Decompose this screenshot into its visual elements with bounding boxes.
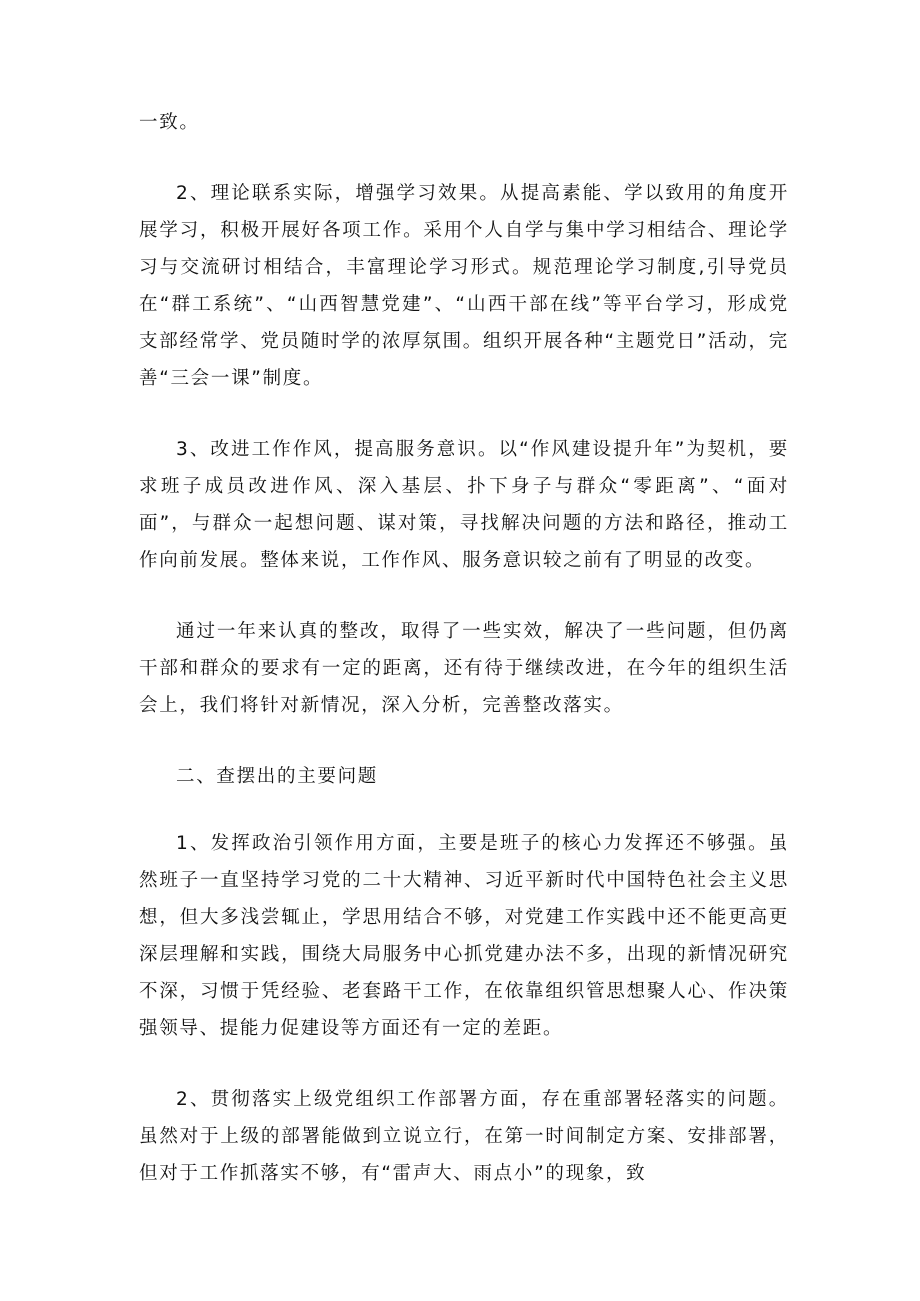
paragraph-rectification-summary: 通过一年来认真的整改，取得了一些实效，解决了一些问题，但仍离干部和群众的要求有一定的距离，还有待于继续改进，在今年的组织生活会上，我们将针对新情况，深入分析，完善整改落实。 [139, 621, 789, 716]
paragraph-theory-practice: 2、理论联系实际，增强学习效果。从提高素能、学以致用的角度开展学习，积极开展好各项工作。采用个人自学与集中学习相结合、理论学习与交流研讨相结合，丰富理论学习形式。规范理论学习制度,引导党员在“群工系统”、“山西智慧党建”、“山西干部在线”等平台学习，形成党支部经常学、党员随时学的浓厚氛围。组织开展各种“主题党日”活动，完善“三会一课”制度。 [139, 183, 789, 389]
section-heading-main-problems: 二、查摆出的主要问题 [176, 766, 379, 787]
paragraph-work-style: 3、改进工作作风，提高服务意识。以“作风建设提升年”为契机，要求班子成员改进作风、深入基层、扑下身子与群众“零距离”、“面对面”，与群众一起想问题、谋对策，寻找解决问题的方法和路径，推动工作向前发展。整体来说，工作作风、服务意识较之前有了明显的改变。 [139, 439, 789, 571]
paragraph-political-leadership: 1、发挥政治引领作用方面，主要是班子的核心力发挥还不够强。虽然班子一直坚持学习党的二十大精神、习近平新时代中国特色社会主义思想，但大多浅尝辄止，学思用结合不够，对党建工作实践中还不能更高更深层理解和实践，围绕大局服务中心抓党建办法不多，出现的新情况研究不深，习惯于凭经验、老套路干工作，在依靠组织管思想聚人心、作决策强领导、提能力促建设等方面还有一定的差距。 [139, 833, 789, 1039]
document-body [139, 104, 789, 1226]
paragraph-implementation: 2、贯彻落实上级党组织工作部署方面，存在重部署轻落实的问题。虽然对于上级的部署能做到立说立行，在第一时间制定方案、安排部署，但对于工作抓落实不够，有“雷声大、雨点小”的现象，致 [139, 1089, 789, 1184]
paragraph-continuation: 一致。 [139, 112, 200, 133]
